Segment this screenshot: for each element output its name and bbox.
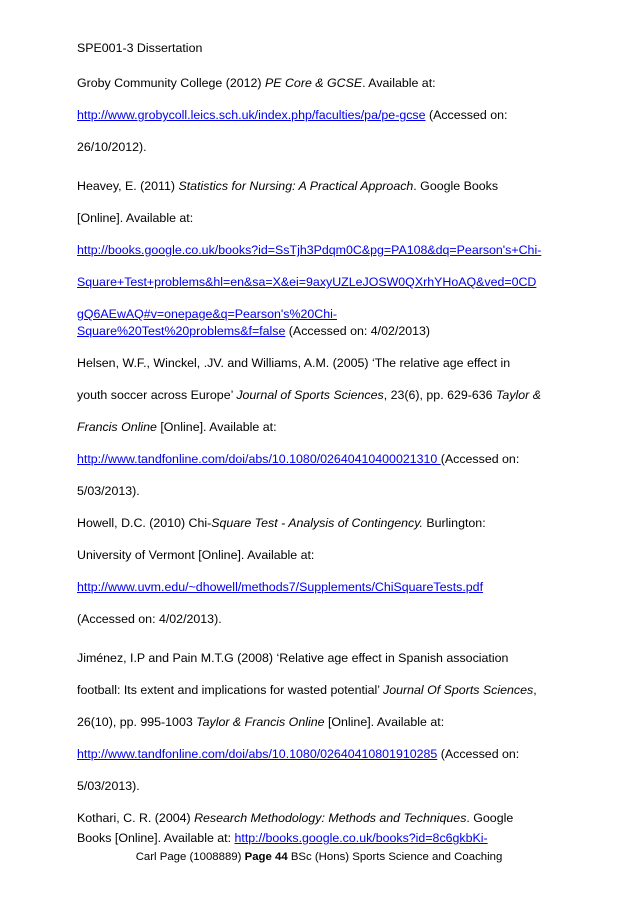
ref-text: , — [533, 683, 537, 697]
ref-link[interactable]: http://www.tandfonline.com/doi/abs/10.1080/02640410400021310 — [77, 452, 441, 466]
ref-text: 26(10), pp. 995-1003 — [77, 715, 197, 729]
ref-text: Burlington: — [422, 516, 486, 530]
ref-link[interactable]: http://www.tandfonline.com/doi/abs/10.1080/02640410801910285 — [77, 747, 438, 761]
ref-link[interactable]: http://www.grobycoll.leics.sch.uk/index.php/faculties/pa/pe-gcse — [77, 108, 426, 122]
ref-helsen-line-3 — [77, 419, 277, 435]
footer-author: Carl Page (1008889) — [135, 851, 245, 863]
ref-howell-line-2: University of Vermont [Online]. Available at: — [77, 548, 315, 562]
ref-text: , 23(6), pp. 629-636 — [383, 388, 496, 402]
ref-helsen-line-1: Helsen, W.F., Winckel, .JV. and Williams, A.M. (2005) ‘The relative age effect in — [77, 356, 511, 370]
ref-title: PE Core & GCSE — [265, 76, 363, 90]
ref-jimenez-line-3 — [77, 714, 444, 730]
ref-text: . Available at: — [362, 76, 436, 90]
ref-title: Square Test - Analysis of Contingency. — [211, 516, 423, 530]
ref-link[interactable]: Square+Test+problems&hl=en&sa=X&ei=9axyUZLeJOSW0QXrhYHoAQ&ved=0CD — [77, 275, 537, 289]
ref-howell-line-1 — [77, 515, 486, 531]
ref-text: [Online]. Available at: — [324, 715, 445, 729]
ref-kothari-line-2 — [77, 830, 488, 846]
ref-text: football: Its extent and implications for wasted potential’ — [77, 683, 384, 697]
ref-text: Books [Online]. Available at: — [77, 831, 235, 845]
ref-journal: Journal Of Sports Sciences — [383, 683, 534, 697]
ref-text: (Accessed on: — [425, 108, 508, 122]
ref-text: . Google Books — [413, 179, 499, 193]
ref-publisher: Taylor & Francis Online — [196, 715, 325, 729]
ref-text: . Google — [466, 811, 514, 825]
ref-groby-line-3: 26/10/2012). — [77, 140, 147, 154]
ref-heavey-line-3 — [77, 242, 541, 258]
ref-helsen-line-2 — [77, 387, 541, 403]
ref-helsen-line-5: 5/03/2013). — [77, 484, 140, 498]
page-footer — [0, 851, 638, 863]
running-header: SPE001-3 Dissertation — [77, 41, 203, 55]
ref-text: (Accessed on: — [437, 747, 520, 761]
ref-publisher: Francis Online — [77, 420, 157, 434]
ref-link[interactable]: http://books.google.co.uk/books?id=SsTjh3Pdqm0C&pg=PA108&dq=Pearson's+Chi- — [77, 243, 542, 257]
ref-text: (Accessed on: 4/02/2013) — [285, 324, 431, 338]
ref-text: Kothari, C. R. (2004) — [77, 811, 195, 825]
footer-page-number: Page 44 — [244, 851, 288, 863]
ref-text: Howell, D.C. (2010) Chi- — [77, 516, 212, 530]
ref-jimenez-line-2 — [77, 682, 537, 698]
footer-course: BSc (Hons) Sports Science and Coaching — [287, 851, 503, 863]
ref-heavey-line-1 — [77, 178, 498, 194]
ref-heavey-line-5 — [77, 306, 337, 322]
ref-title: Statistics for Nursing: A Practical Approach — [178, 179, 414, 193]
ref-kothari-line-1 — [77, 810, 513, 826]
ref-howell-line-3 — [77, 579, 483, 595]
ref-howell-line-4: (Accessed on: 4/02/2013). — [77, 612, 222, 626]
ref-groby-line-1 — [77, 75, 436, 91]
ref-heavey-line-2: [Online]. Available at: — [77, 211, 194, 225]
ref-link[interactable]: Square%20Test%20problems&f=false — [77, 324, 286, 338]
ref-groby-line-2 — [77, 107, 507, 123]
ref-text: [Online]. Available at: — [156, 420, 277, 434]
ref-link[interactable]: http://www.uvm.edu/~dhowell/methods7/Supplements/ChiSquareTests.pdf — [77, 580, 484, 594]
ref-link[interactable]: http://books.google.co.uk/books?id=8c6gkbKi- — [234, 831, 488, 845]
ref-jimenez-line-4 — [77, 746, 519, 762]
ref-publisher: Taylor & — [496, 388, 541, 402]
ref-text: Heavey, E. (2011) — [77, 179, 179, 193]
ref-jimenez-line-5: 5/03/2013). — [77, 779, 140, 793]
ref-text: Groby Community College (2012) — [77, 76, 266, 90]
ref-text: youth soccer across Europe’ — [77, 388, 237, 402]
ref-journal: Journal of Sports Sciences — [236, 388, 384, 402]
ref-text: (Accessed on: — [440, 452, 520, 466]
ref-title: Research Methodology: Methods and Techniques — [194, 811, 467, 825]
ref-heavey-line-6 — [77, 323, 430, 339]
ref-heavey-line-4 — [77, 274, 536, 290]
ref-helsen-line-4 — [77, 451, 519, 467]
ref-jimenez-line-1: Jiménez, I.P and Pain M.T.G (2008) ‘Relative age effect in Spanish association — [77, 651, 509, 665]
ref-link[interactable]: gQ6AEwAQ#v=onepage&q=Pearson's%20Chi- — [77, 307, 337, 321]
